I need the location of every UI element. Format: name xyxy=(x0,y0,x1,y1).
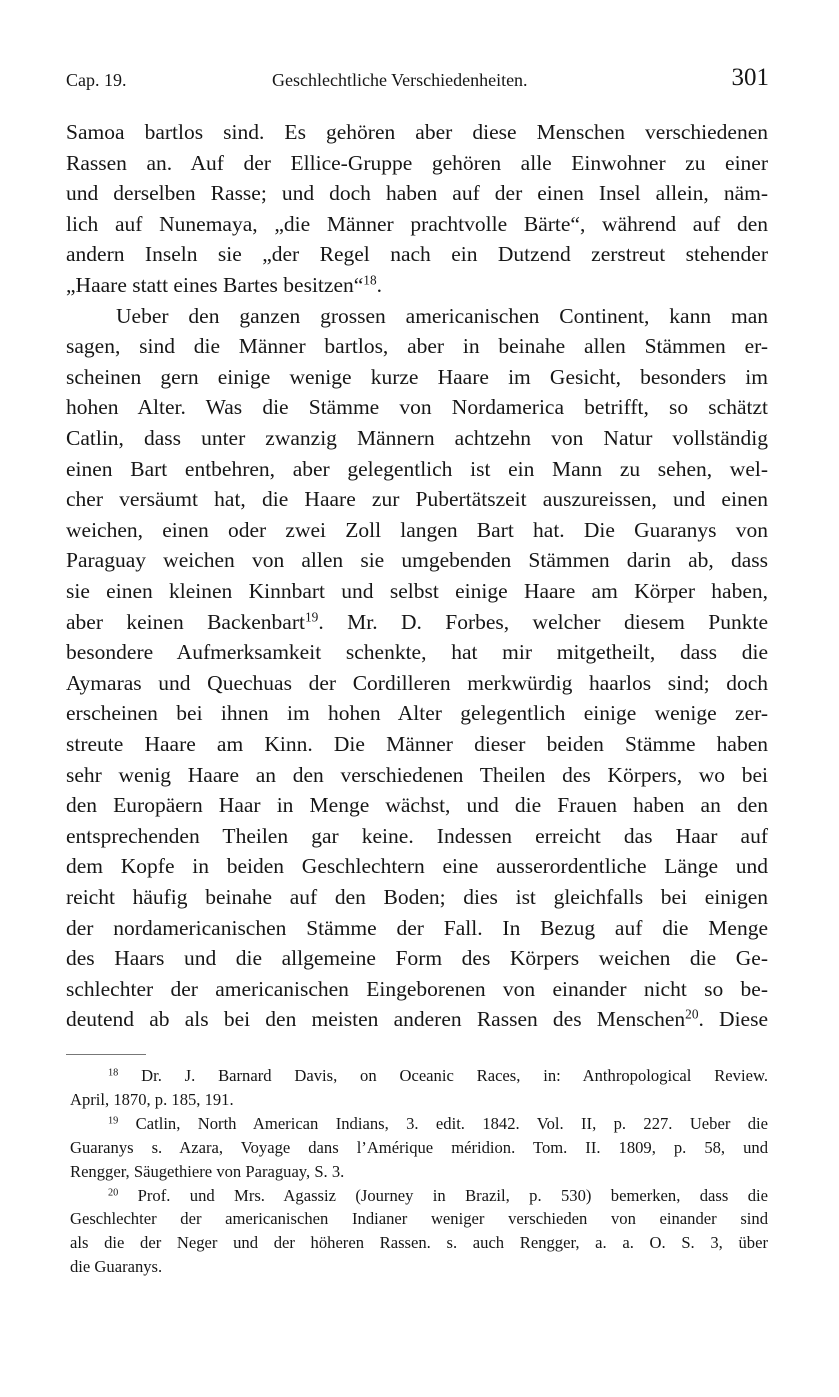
body-line xyxy=(66,882,768,913)
body-line-text: Samoa bartlos sind. Es gehören aber diese Menschen verschiedenen xyxy=(66,120,768,144)
body-line xyxy=(66,454,768,485)
footnote-text: Dr. J. Barnard Davis, on Oceanic Races, in: Anthropological Review. xyxy=(141,1066,768,1085)
body-line xyxy=(66,913,768,944)
body-line xyxy=(66,576,768,607)
body-line xyxy=(66,760,768,791)
chapter-label: Cap. 19. xyxy=(66,70,127,90)
body-line xyxy=(66,239,768,270)
body-line-text: scheinen gern einige wenige kurze Haare im Gesicht, besonders im xyxy=(66,364,768,389)
body-line-text: Ueber den ganzen grossen americanischen Continent, kann man xyxy=(116,303,768,328)
footnote-line xyxy=(70,1207,768,1231)
body-line-continuation: . Diese xyxy=(698,1007,769,1032)
footnote-line xyxy=(70,1136,768,1160)
body-line xyxy=(66,607,768,638)
body-line-text: hohen Alter. Was die Stämme von Nordamerica betrifft, so schätzt xyxy=(66,395,768,420)
body-line-text: streute Haare am Kinn. Die Männer dieser beiden Stämme haben xyxy=(66,732,768,756)
body-line xyxy=(66,117,768,148)
body-line-text: den Europäern Haar in Menge wächst, und die Frauen haben an den xyxy=(66,793,768,818)
footnote-reference[interactable]: 18 xyxy=(363,272,377,288)
body-line-text: sagen, sind die Männer bartlos, aber in beinahe allen Stämmen er- xyxy=(66,334,768,359)
body-line-text: erscheinen bei ihnen im hohen Alter gelegentlich einige wenige zer- xyxy=(66,701,768,726)
footnote-text: April, 1870, p. 185, 191. xyxy=(70,1089,234,1109)
body-line-text: der nordamericanischen Stämme der Fall. In Bezug auf die Menge xyxy=(66,915,768,940)
footnote-text: Geschlechter der americanischen Indianer weniger verschieden von einander sind xyxy=(70,1209,768,1229)
body-line xyxy=(66,331,768,362)
body-line xyxy=(66,790,768,821)
body-line-text: andern Inseln sie „der Regel nach ein Dutzend zerstreut stehender xyxy=(66,242,768,267)
footnote-marker: 20 xyxy=(108,1186,119,1198)
body-line xyxy=(66,148,768,179)
body-line xyxy=(66,270,768,301)
body-line xyxy=(66,1004,768,1035)
body-line xyxy=(66,729,768,760)
body-line xyxy=(66,974,768,1005)
body-line xyxy=(66,668,768,699)
body-line xyxy=(66,423,768,454)
footnote-line xyxy=(70,1184,768,1208)
body-line-text: schlechter der americanischen Eingeborenen von einander nicht so be- xyxy=(66,976,768,1001)
body-line-text: und derselben Rasse; und doch haben auf der einen Insel allein, näm- xyxy=(66,181,768,206)
body-line-text: Rassen an. Auf der Ellice-Gruppe gehören alle Einwohner zu einer xyxy=(66,150,768,175)
body-line xyxy=(66,637,768,668)
body-line xyxy=(66,851,768,882)
footnote-line xyxy=(70,1112,768,1136)
footnote-line xyxy=(70,1064,768,1088)
body-line-text: deutend ab als bei den meisten anderen Rassen des Menschen xyxy=(66,1007,686,1032)
body-line-text: Paraguay weichen von allen sie umgebenden Stämmen darin ab, dass xyxy=(66,548,768,573)
footnote-text: Guaranys s. Azara, Voyage dans l’Amérique méridion. Tom. II. 1809, p. 58, und xyxy=(70,1137,768,1157)
body-line xyxy=(66,515,768,546)
body-line xyxy=(66,209,768,240)
body-line-continuation: . xyxy=(376,273,382,297)
body-line-text: cher versäumt hat, die Haare zur Pubertätszeit auszureissen, und einen xyxy=(66,487,768,512)
body-line-continuation: . Mr. D. Forbes, welcher diesem Punkte xyxy=(318,609,768,634)
body-line xyxy=(66,178,768,209)
body-line-text: aber keinen Backenbart xyxy=(66,609,305,634)
footnote-reference[interactable]: 19 xyxy=(305,609,319,625)
body-line-text: sie einen kleinen Kinnbart und selbst einige Haare am Körper haben, xyxy=(66,579,768,603)
footnote-text: Rengger, Säugethiere von Paraguay, S. 3. xyxy=(70,1161,345,1181)
body-line-text: Aymaras und Quechuas der Cordilleren merkwürdig haarlos sind; doch xyxy=(66,670,768,695)
footnote-text: die Guaranys. xyxy=(70,1257,163,1277)
body-line-text: Catlin, dass unter zwanzig Männern achtzehn von Natur vollständig xyxy=(66,426,768,450)
footnote-line xyxy=(70,1088,768,1112)
footnote-line xyxy=(70,1160,768,1184)
footnote-text: Catlin, North American Indians, 3. edit. 1842. Vol. II, p. 227. Ueber die xyxy=(135,1113,769,1133)
body-line xyxy=(66,943,768,974)
body-line xyxy=(66,301,768,332)
body-line-text: reicht häufig beinahe auf den Boden; dies ist gleichfalls bei einigen xyxy=(66,885,768,909)
body-line xyxy=(66,484,768,515)
footnote-text: als die der Neger und der höheren Rassen. s. auch Rengger, a. a. O. S. 3, über xyxy=(70,1233,768,1253)
footnote-marker: 19 xyxy=(108,1115,119,1127)
body-line-text: dem Kopfe in beiden Geschlechtern eine ausserordentliche Länge und xyxy=(66,854,768,879)
footnote-rule xyxy=(66,1054,146,1055)
body-line xyxy=(66,545,768,576)
body-line-text: lich auf Nunemaya, „die Männer prachtvolle Bärte“, während auf den xyxy=(66,211,768,236)
body-line-text: „Haare statt eines Bartes besitzen“ xyxy=(66,273,364,297)
footnote-text: Prof. und Mrs. Agassiz (Journey in Brazil, p. 530) bemerken, dass die xyxy=(137,1185,768,1205)
body-line xyxy=(66,362,768,393)
body-line-text: besondere Aufmerksamkeit schenkte, hat mir mitgetheilt, dass die xyxy=(66,640,768,665)
body-line-text: sehr wenig Haare an den verschiedenen Theilen des Körpers, wo bei xyxy=(66,762,768,787)
page-number: 301 xyxy=(731,64,769,91)
footnote-line xyxy=(70,1255,768,1279)
footnote-line xyxy=(70,1231,768,1255)
footnote-marker: 18 xyxy=(108,1067,119,1079)
running-title: Geschlechtliche Verschiedenheiten. xyxy=(272,70,528,90)
body-line-text: weichen, einen oder zwei Zoll langen Bart hat. Die Guaranys von xyxy=(66,517,768,542)
body-line-text: einen Bart entbehren, aber gelegentlich ist ein Mann zu sehen, wel- xyxy=(66,456,768,481)
running-header xyxy=(66,64,769,98)
body-line xyxy=(66,821,768,852)
body-line-text: entsprechenden Theilen gar keine. Indessen erreicht das Haar auf xyxy=(66,823,768,848)
body-line xyxy=(66,392,768,423)
footnote-reference[interactable]: 20 xyxy=(685,1007,699,1023)
body-line xyxy=(66,698,768,729)
body-line-text: des Haars und die allgemeine Form des Körpers weichen die Ge- xyxy=(66,946,768,971)
